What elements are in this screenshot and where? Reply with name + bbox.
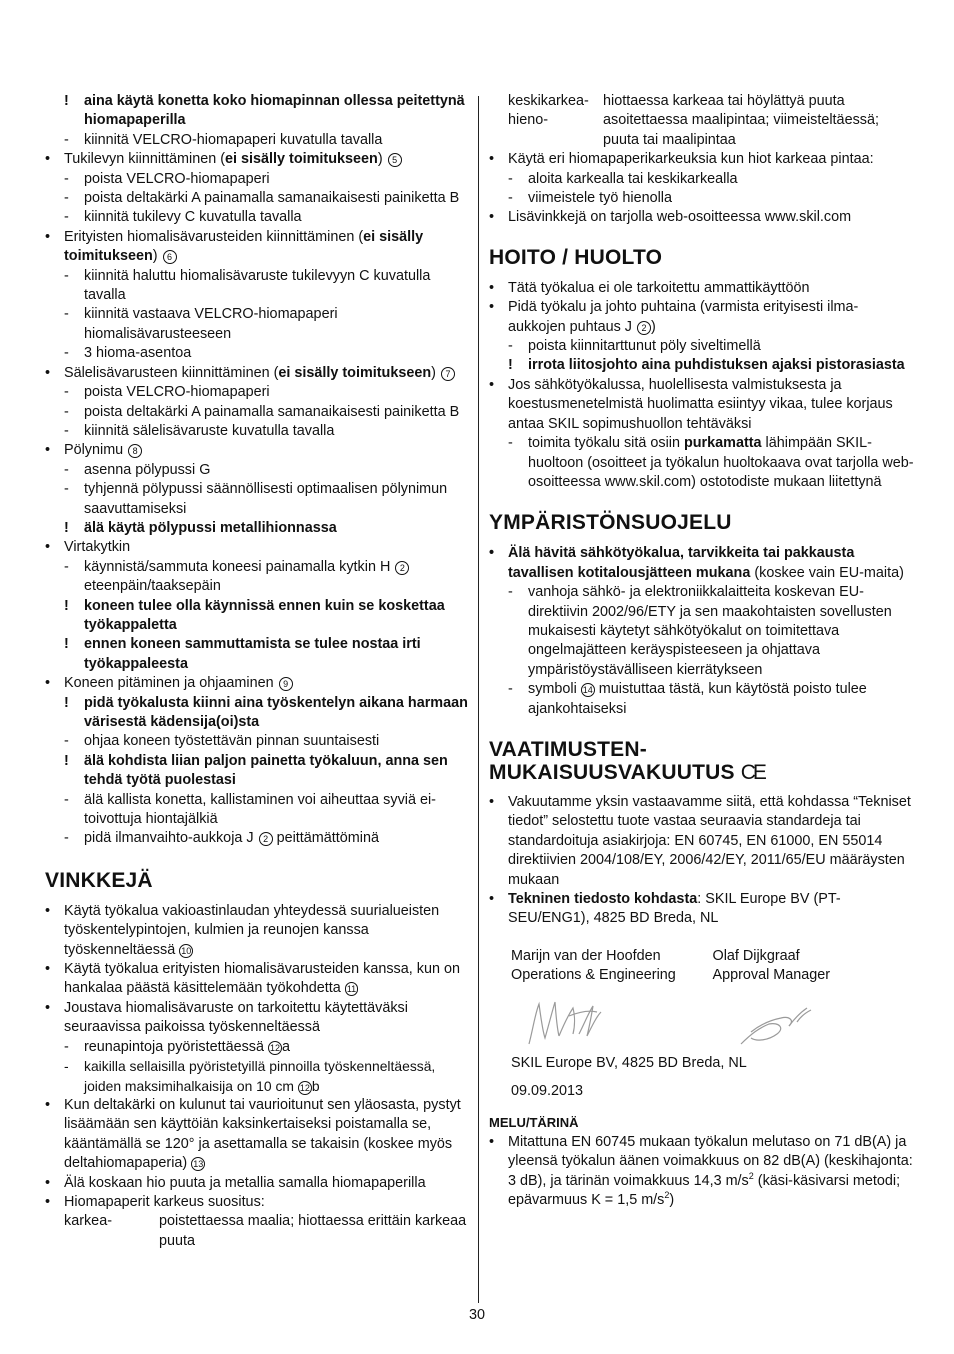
bullet-item: • Erityisten hiomalisävarusteiden kiinnittäminen (ei sisälly toimitukseen) 6 bbox=[45, 228, 424, 265]
bullet-item: • Tukilevyn kiinnittäminen (ei sisälly toimitukseen) 5 bbox=[45, 150, 469, 169]
sub-item: - kiinnitä haluttu hiomalisävaruste tukilevyyn C kuvatulla tavalla bbox=[64, 267, 431, 304]
section-heading-vinkkeja: VINKKEJÄ bbox=[45, 868, 153, 892]
section-heading-hoito: HOITO / HUOLTO bbox=[489, 245, 663, 269]
figure-ref: 7 bbox=[441, 367, 455, 381]
figure-ref: 8 bbox=[128, 444, 142, 458]
handwritten-signatures bbox=[489, 994, 909, 1052]
figure-ref: 2 bbox=[637, 321, 651, 335]
sub-item: - kiinnitä sälelisävaruste kuvatulla tavalla bbox=[64, 422, 335, 439]
date: 09.09.2013 bbox=[511, 1083, 584, 1100]
left-column bbox=[45, 92, 469, 1251]
bullet-item: • Sälelisävarusteen kiinnittäminen (ei sisälly toimitukseen) 7 bbox=[45, 364, 469, 383]
warning-item: ! älä kohdista liian paljon painetta työkaluun, anna sen tehdä työtä puolestasi bbox=[64, 752, 448, 789]
figure-ref: 10 bbox=[181, 945, 192, 956]
bullet-item: • Käytä työkalua erityisten hiomalisävarusteiden kanssa, kun on hankalaa päästä käsittelemään työkohdetta 11 bbox=[45, 961, 460, 997]
figure-ref: 13 bbox=[193, 1159, 204, 1170]
bullet-item: • Käytä työkalua vakioastinlaudan yhteydessä suurialueisten työskentelypintojen, kulmien ja reunojen kanssa työskenneltäessä 10 bbox=[45, 902, 440, 958]
sub-item: - pidä ilmanvaihto-aukkoja J 2 peittämättöminä bbox=[64, 830, 379, 847]
warning-item: ! irrota liitosjohto aina puhdistuksen ajaksi pistorasiasta bbox=[508, 357, 905, 374]
bullet-item: • Hiomapaperit karkeus suositus: bbox=[45, 1193, 265, 1210]
sub-item: - kiinnitä VELCRO-hiomapaperi kuvatulla tavalla bbox=[64, 131, 383, 148]
sub-item: - vanhoja sähkö- ja elektroniikkalaitteita koskevan EU-direktiivin 2002/96/ETY ja sen maakohtaisten sovellusten mukaisesti käytetyt sähkötyökalut on toimitettava ongelmajätteen keräyspisteeseen ja ohjattava ympäristöystävälliseen kierrätykseen bbox=[508, 584, 892, 678]
sub-item: - toimita työkalu sitä osiin purkamatta lähimpään SKIL-huoltoon (osoitteet ja työkalun huoltokaava ovat tarjolla web-osoitteessa www.skil.com) ostotodiste mukaan liitettynä bbox=[508, 435, 914, 490]
bullet-item: • Koneen pitäminen ja ohjaaminen 9 bbox=[45, 674, 469, 693]
bullet-item: • Tekninen tiedosto kohdasta: SKIL Europe BV (PT-SEU/ENG1), 4825 BD Breda, NL bbox=[489, 891, 841, 927]
bullet-item: • Lisävinkkejä on tarjolla web-osoitteessa www.skil.com bbox=[489, 209, 852, 226]
sub-item: - ohjaa koneen työstettävän pinnan suuntaisesti bbox=[64, 733, 380, 750]
bullet-item: • Pidä työkalu ja johto puhtaina (varmista erityisesti ilma-aukkojen puhtaus J 2 ) bbox=[489, 299, 859, 335]
page-number: 30 bbox=[468, 1307, 485, 1323]
figure-ref: 2 bbox=[259, 832, 273, 846]
sub-item: - tyhjennä pölypussi säännöllisesti optimaalisen pölynimun saavuttamiseksi bbox=[64, 481, 448, 517]
bullet-item: • Vakuutamme yksin vastaavamme siitä, että kohdassa “Tekniset tiedot” selostettu tuote vastaa seuraavia standardeja tai standardoituja asiakirjoja: EN 60745, EN 61000, EN 55014 direktiivien 2004/108/EY, 2006/42/EY, 2011/65/EU määräysten mukaan bbox=[489, 793, 911, 888]
bullet-item: • Älä hävitä sähkötyökalua, tarvikkeita tai pakkausta tavallisen kotitalousjätteen mukana (koskee vain EU-maita) bbox=[489, 545, 904, 581]
bullet-item: • Älä koskaan hio puuta ja metallia samalla hiomapaperilla bbox=[45, 1174, 426, 1191]
sub-item: - älä kallista konetta, kallistaminen voi aiheuttaa syviä ei-toivottuja hiontajälkiä bbox=[64, 791, 436, 828]
warning-item: ! pidä työkalusta kiinni aina työskentelyn aikana harmaan värisestä kädensija(oi)sta bbox=[64, 694, 468, 730]
sub-item: - asenna pölypussi G bbox=[64, 461, 211, 478]
sub-item: - kaikilla sellaisilla pyöristetyillä pinnoilla työskenneltäessä, joiden maksimihalkaisija on 10 cm 12 b bbox=[64, 1058, 436, 1094]
signatures bbox=[489, 994, 914, 1052]
sub-item: - symboli 14 muistuttaa tästä, kun käytöstä poisto tulee ajankohtaiseksi bbox=[508, 681, 867, 717]
bullet-item: • Pölynimu 8 bbox=[45, 441, 469, 460]
bullet-item: • Mitattuna EN 60745 mukaan työkalun melutaso on 71 dB(A) ja yleensä työkalun äänen voimakkuus on 82 dB(A) (keskihajonta: 3 dB), ja tärinän voimakkuus 14,3 $m/s^2$ (käsi-käsivarsi metodi; epävarmuus K = 1,5 $m/s^2$) bbox=[489, 1133, 913, 1209]
signature-1 bbox=[529, 1002, 601, 1044]
warning-item: ! aina käytä konetta koko hiomapinnan ollessa peitettynä hiomapaperilla bbox=[64, 93, 465, 129]
sub-item: - poista kiinnitarttunut pöly siveltimellä bbox=[508, 338, 761, 355]
bullet-item: • Joustava hiomalisävaruste on tarkoitettu käytettäväksi seuraavissa paikoissa työskenneltäessä bbox=[45, 999, 408, 1036]
sub-item: - poista deltakärki A painamalla samanaikaisesti painiketta B bbox=[64, 403, 460, 420]
bullet-item: • Virtakytkin bbox=[45, 539, 131, 556]
sub-item: - kiinnitä tukilevy C kuvatulla tavalla bbox=[64, 209, 302, 226]
sub-item: - aloita karkealla tai keskikarkealla bbox=[508, 170, 738, 187]
bullet-item: • Jos sähkötyökalussa, huolellisesta valmistuksesta ja koestusmenetelmistä huolimatta esiintyy vikaa, tulee korjaus antaa SKIL sopimushuollon tehtäväksi bbox=[489, 376, 893, 432]
sub-item: - 3 hioma-asentoa bbox=[64, 345, 192, 362]
section-heading-ymparisto: YMPÄRISTÖNSUOJELU bbox=[489, 511, 732, 535]
company-address: SKIL Europe BV, 4825 BD Breda, NL bbox=[511, 1054, 747, 1071]
figure-ref: 11 bbox=[346, 984, 357, 995]
grade-row-medium-fine: keskikarkea- hieno- hiottaessa karkeaa tai höylättyä puuta asoitettaessa maalipintaa; viimeisteltäessä; puuta tai maalipintaa bbox=[508, 93, 879, 148]
sub-item: - reunapintoja pyöristettäessä 12 a bbox=[64, 1038, 291, 1055]
warning-item: ! ennen koneen sammuttamista se tulee nostaa irti työkappaleesta bbox=[64, 636, 421, 672]
sub-item: - käynnistä/sammuta koneesi painamalla kytkin H 2 eteenpäin/taaksepäin bbox=[45, 558, 469, 597]
right-column bbox=[489, 92, 914, 1210]
sub-item: - viimeistele työ hienolla bbox=[508, 190, 672, 207]
noise-vibration-label: MELU/TÄRINÄ bbox=[489, 1115, 579, 1131]
sub-item: - poista deltakärki A painamalla samanaikaisesti painiketta B bbox=[64, 190, 460, 207]
signatory-2: Olaf Dijkgraaf Approval Manager bbox=[712, 947, 831, 984]
bullet-item: • Tätä työkalua ei ole tarkoitettu ammattikäyttöön bbox=[489, 279, 810, 296]
warning-item: ! koneen tulee olla käynnissä ennen kuin se koskettaa työkappaletta bbox=[64, 597, 445, 633]
ce-mark-icon: CE bbox=[740, 760, 764, 784]
warning-item: ! älä käytä pölypussi metallihionnassa bbox=[64, 519, 337, 536]
signature-2 bbox=[741, 1008, 811, 1044]
signatory-1: Marijn van der Hoofden Operations & Engineering bbox=[511, 947, 676, 984]
grade-row-coarse: karkea- poistettaessa maalia; hiottaessa erittäin karkeaa puuta bbox=[64, 1213, 467, 1249]
figure-ref: 12 bbox=[270, 1042, 281, 1053]
figure-ref: 12 bbox=[299, 1082, 310, 1093]
bullet-item: • Käytä eri hiomapaperikarkeuksia kun hiot karkeaa pintaa: bbox=[489, 151, 874, 168]
sub-item: - kiinnitä vastaava VELCRO-hiomapaperi hiomalisävarusteeseen bbox=[64, 306, 338, 342]
column-divider bbox=[478, 96, 479, 1303]
bullet-item: • Kun deltakärki on kulunut tai vaurioitunut sen yläosasta, pystyt lisäämään sen käyttöiän kaksinkertaiseksi poistamalla se, kääntämällä se 120° ja asettamalla se takaisin (koskee myös deltahiomapaperia) 13 bbox=[45, 1096, 461, 1172]
signatories bbox=[489, 947, 914, 986]
figure-ref: 6 bbox=[163, 250, 177, 264]
figure-ref: 9 bbox=[279, 677, 293, 691]
figure-ref: 5 bbox=[388, 153, 402, 167]
sub-item: - poista VELCRO-hiomapaperi bbox=[64, 170, 270, 187]
sub-item: - poista VELCRO-hiomapaperi bbox=[64, 384, 270, 401]
section-heading-vaatimusten: VAATIMUSTEN- MUKAISUUSVAKUUTUS CE bbox=[489, 737, 764, 784]
figure-ref: 14 bbox=[582, 685, 593, 696]
figure-ref: 2 bbox=[395, 561, 409, 575]
